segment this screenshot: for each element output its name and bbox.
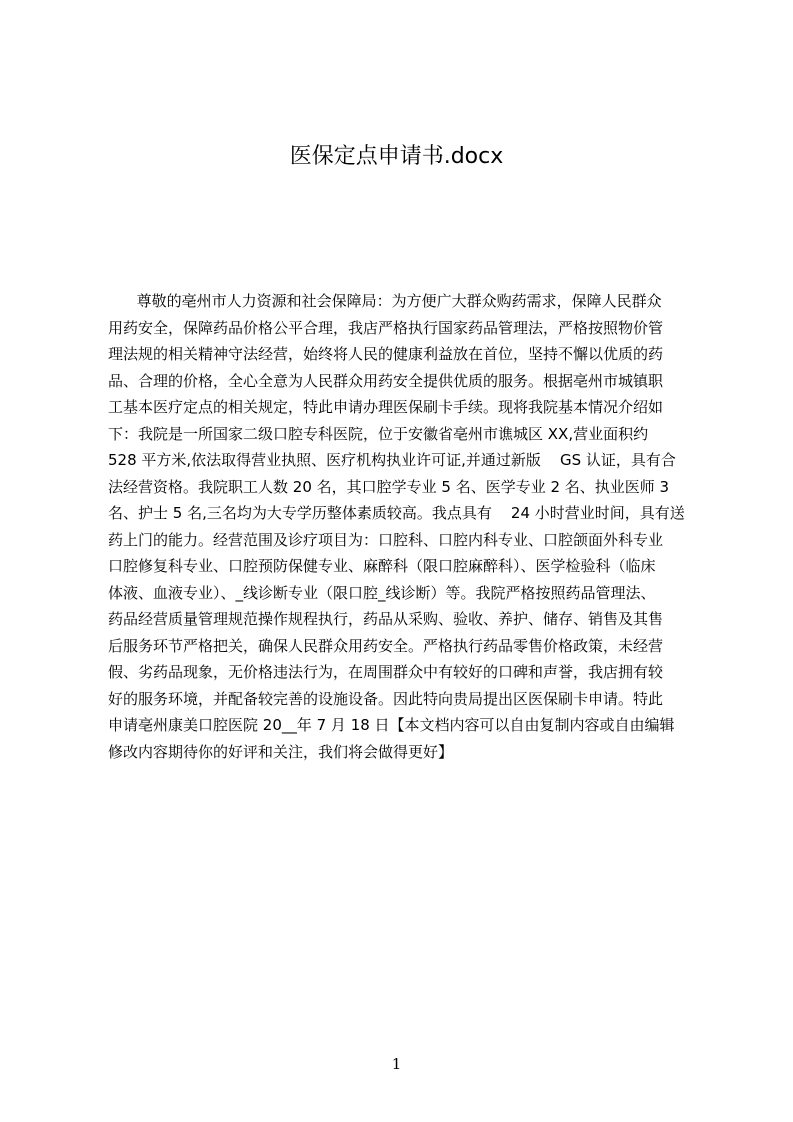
body-line: 品、合理的价格，全心全意为人民群众用药安全提供优质的服务。根据亳州市城镇职 bbox=[108, 371, 664, 390]
body-line: 528 平方米,依法取得营业执照、医疗机构执业许可证,并通过新版 GS 认证，具有合 bbox=[108, 451, 676, 469]
document-body bbox=[108, 288, 708, 778]
page-number: 1 bbox=[391, 1055, 402, 1073]
body-line: 名、护士 5 名,三名均为大专学历整体素质较高。我点具有 24 小时营业时间，具有送 bbox=[108, 504, 685, 522]
body-line: 体液、血液专业）、_线诊断专业（限口腔_线诊断）等。我院严格按照药品管理法、 bbox=[108, 583, 656, 602]
body-line: 药上门的能力。经营范围及诊疗项目为：口腔科、口腔内科专业、口腔颌面外科专业 bbox=[108, 530, 664, 549]
body-line: 用药安全，保障药品价格公平合理，我店严格执行国家药品管理法，严格按照物价管 bbox=[108, 318, 664, 337]
body-line: 好的服务环境，并配备较完善的设施设备。因此特向贵局提出区医保刷卡申请。特此 bbox=[108, 689, 664, 708]
body-line: 药品经营质量管理规范操作规程执行，药品从采购、验收、养护、储存、销售及其售 bbox=[108, 610, 664, 628]
body-line: 后服务环节严格把关，确保人民群众用药安全。严格执行药品零售价格政策，未经营 bbox=[108, 636, 664, 655]
body-line: 法经营资格。我院职工人数 20 名，其口腔学专业 5 名、医学专业 2 名、执业医师 3 bbox=[108, 477, 670, 496]
body-line: 申请亳州康美口腔医院 20__年 7 月 18 日【本文档内容可以自由复制内容或自由编辑 bbox=[108, 716, 675, 734]
body-line: 尊敬的亳州市人力资源和社会保障局：为方便广大群众购药需求，保障人民群众 bbox=[108, 292, 662, 310]
body-line: 假、劣药品现象，无价格违法行为，在周围群众中有较好的口碑和声誉，我店拥有较 bbox=[108, 663, 664, 681]
body-line: 理法规的相关精神守法经营，始终将人民的健康利益放在首位，坚持不懈以优质的药 bbox=[108, 345, 664, 363]
body-line: 工基本医疗定点的相关规定，特此申请办理医保刷卡手续。现将我院基本情况介绍如 bbox=[108, 398, 664, 416]
body-line: 口腔修复科专业、口腔预防保健专业、麻醉科（限口腔麻醉科）、医学检验科（临床 bbox=[108, 557, 656, 575]
body-line: 下：我院是一所国家二级口腔专科医院，位于安徽省亳州市谯城区 XX,营业面积约 bbox=[108, 424, 649, 443]
document-title: 医保定点申请书.docx bbox=[289, 144, 504, 169]
body-line: 修改内容期待你的好评和关注，我们将会做得更好】 bbox=[108, 742, 454, 761]
